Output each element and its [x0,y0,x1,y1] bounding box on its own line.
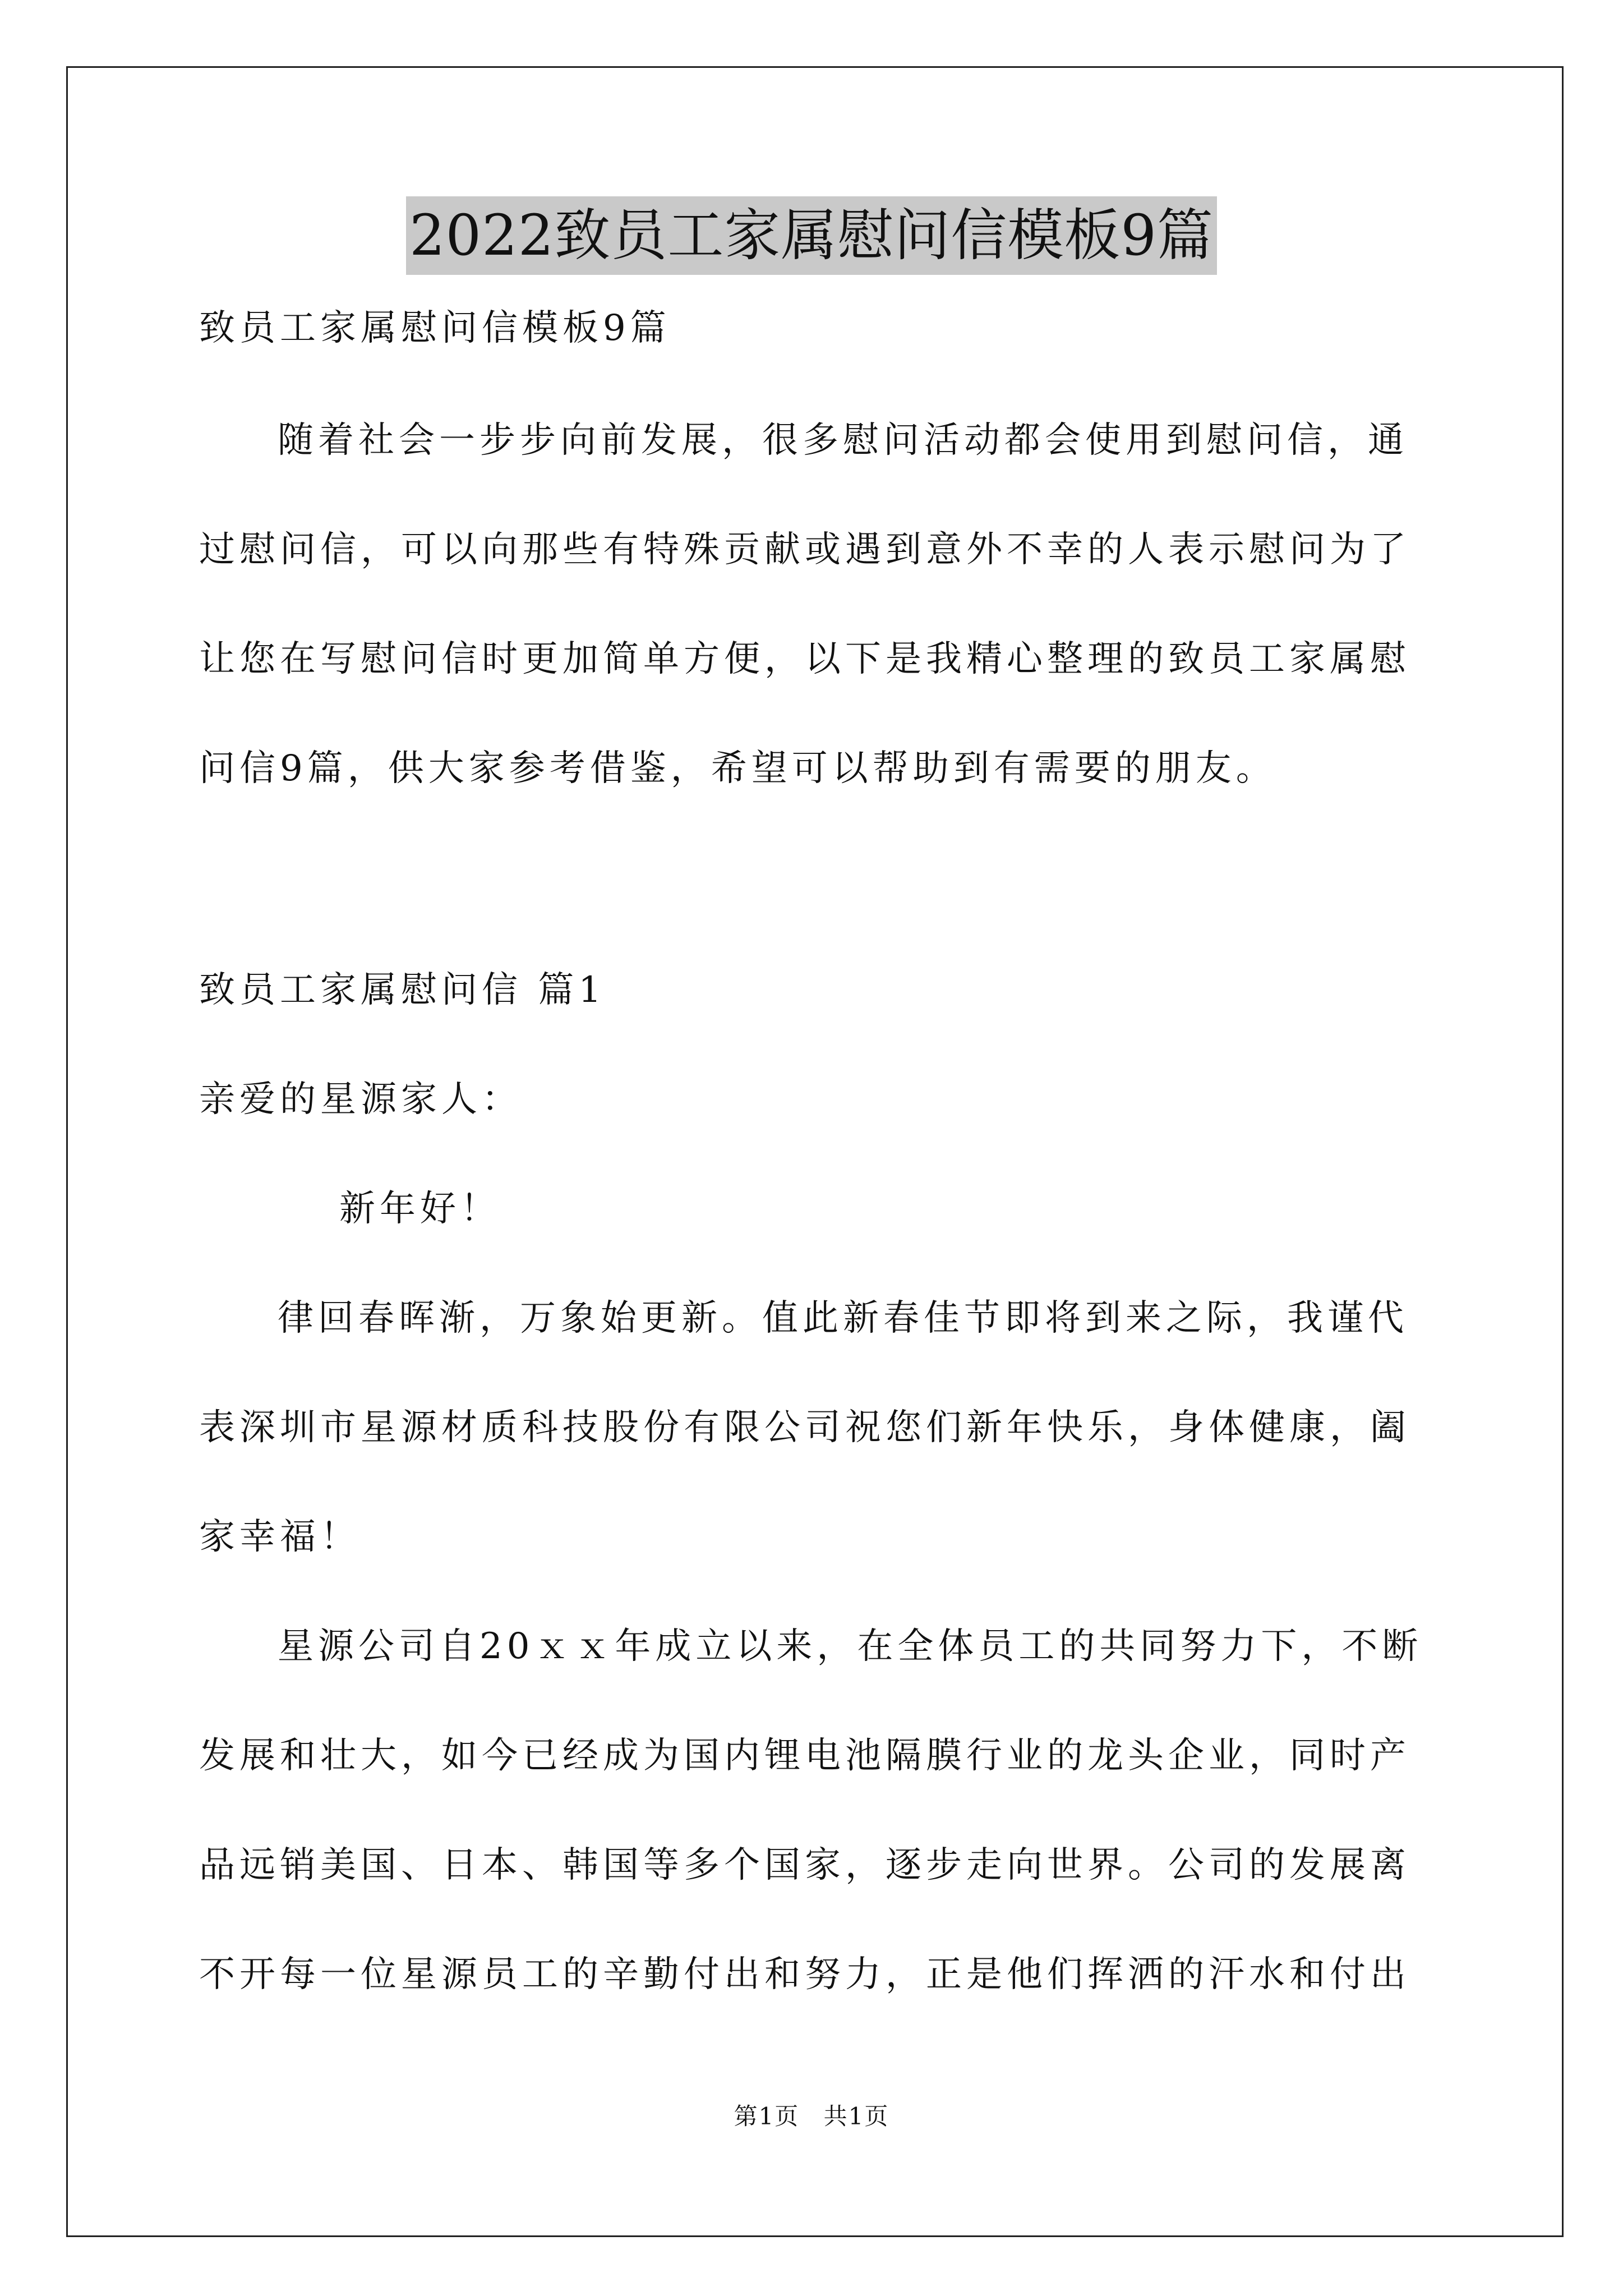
paragraph-line: 问信9篇，供大家参考借鉴，希望可以帮助到有需要的朋友。 [199,748,1276,789]
page-footer [0,2098,1623,2132]
title-wrap [0,196,1623,275]
paragraph-line: 随着社会一步步向前发展，很多慰问活动都会使用到慰问信，通 [278,420,1408,461]
paragraph-line: 星源公司自20ｘｘ年成立以来，在全体员工的共同努力下，不断 [278,1626,1423,1667]
page-total: 共1页 [823,2102,889,2130]
greeting-line: 新年好！ [339,1188,501,1230]
subtitle-line: 致员工家属慰问信模板9篇 [199,307,671,349]
paragraph-line: 发展和壮大，如今已经成为国内锂电池隔膜行业的龙头企业，同时产 [199,1735,1410,1777]
salutation-line: 亲爱的星源家人： [199,1079,522,1120]
paragraph-line: 让您在写慰问信时更加简单方便，以下是我精心整理的致员工家属慰 [199,638,1410,680]
document-title: 2022致员工家属慰问信模板9篇 [406,196,1217,275]
paragraph-line: 品远销美国、日本、韩国等多个国家，逐步走向世界。公司的发展离 [199,1844,1410,1886]
paragraph-line: 家幸福！ [199,1516,361,1558]
page-number: 第1页 [734,2102,800,2130]
paragraph-line: 表深圳市星源材质科技股份有限公司祝您们新年快乐，身体健康，阖 [199,1407,1410,1448]
paragraph-line: 不开每一位星源员工的辛勤付出和努力，正是他们挥洒的汗水和付出 [199,1954,1410,1995]
page-border [66,66,1564,2237]
section-heading: 致员工家属慰问信 篇1 [199,969,606,1011]
paragraph-line: 过慰问信，可以向那些有特殊贡献或遇到意外不幸的人表示慰问为了 [199,529,1410,570]
paragraph-line: 律回春晖渐，万象始更新。值此新春佳节即将到来之际，我谨代 [278,1297,1408,1339]
